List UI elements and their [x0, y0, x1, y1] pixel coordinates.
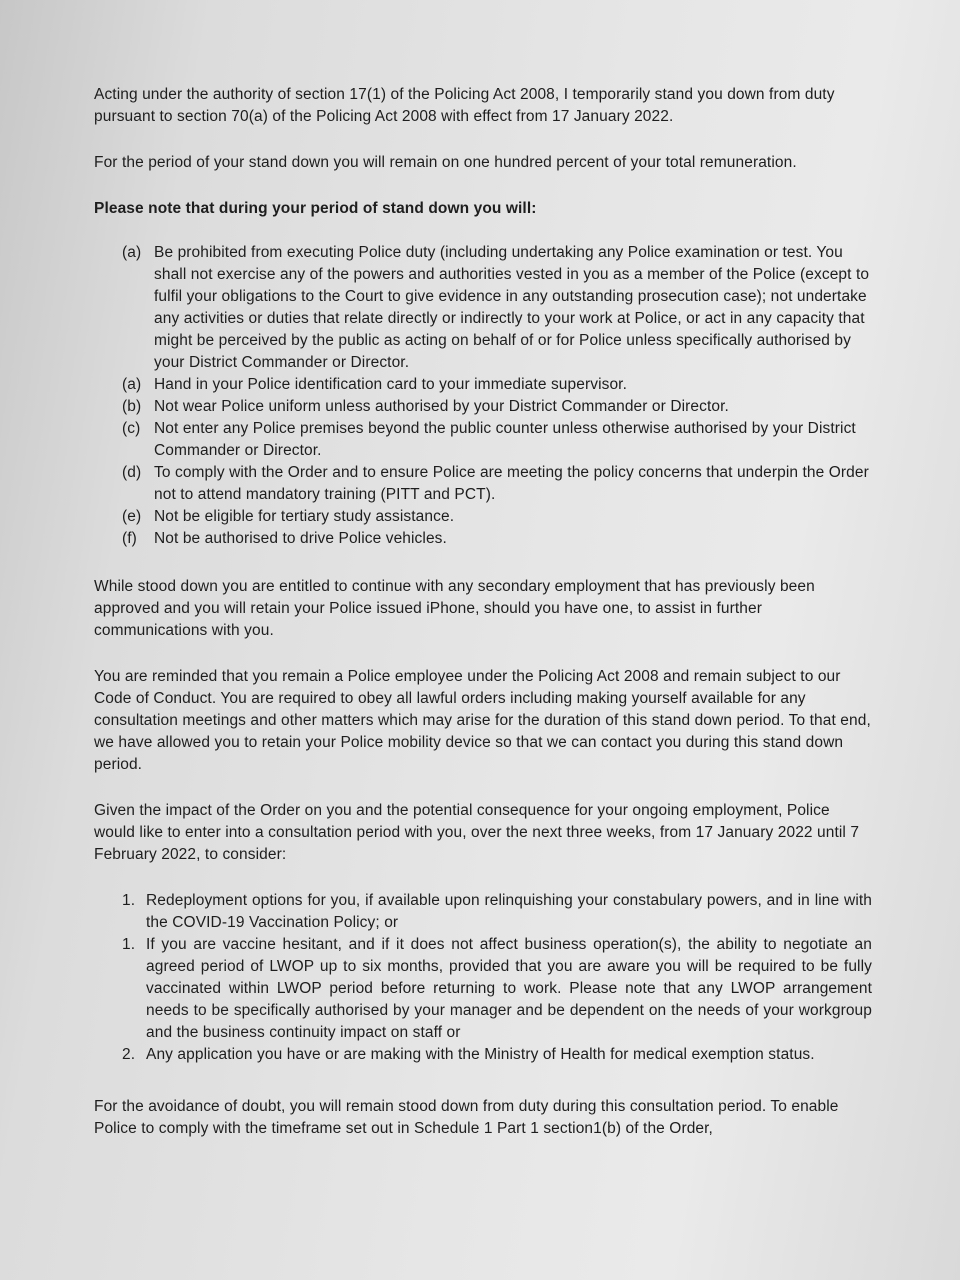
list-item	[122, 1044, 872, 1066]
consultation-options-list	[94, 890, 872, 1066]
paragraph-remuneration: For the period of your stand down you will remain on one hundred percent of your total remuneration.	[94, 154, 797, 171]
list-item	[122, 528, 872, 550]
list-item-text: Be prohibited from executing Police duty (including undertaking any Police examination or test. You shall not exercise any of the powers and authorities vested in you as a member of the Police (except to fulfil your obligations to the Court to give evidence in any outstanding prosecution case); not undertake any activities or duties that relate directly or indirectly to your work at Police, or act in any capacity that might be perceived by the public as acting on behalf of or for Police unless specifically authorised by your District Commander or Director.	[154, 244, 870, 371]
list-marker: (e)	[122, 508, 142, 525]
list-marker: (c)	[122, 420, 141, 437]
list-item	[122, 890, 872, 934]
list-item-text: Not be authorised to drive Police vehicles.	[154, 530, 447, 547]
list-item	[122, 462, 872, 506]
paragraph-avoidance-of-doubt: For the avoidance of doubt, you will remain stood down from duty during this consultation period. To enable Police to comply with the timeframe set out in Schedule 1 Part 1 section1(b) of the Order,	[94, 1098, 839, 1137]
paragraph-stand-down-authority: Acting under the authority of section 17(1) of the Policing Act 2008, I temporarily stand you down from duty pursuant to section 70(a) of the Policing Act 2008 with effect from 17 January 2022.	[94, 86, 835, 125]
list-item	[122, 396, 872, 418]
list-marker: 1.	[122, 892, 136, 909]
list-marker: (b)	[122, 398, 142, 415]
list-marker: 1.	[122, 936, 136, 953]
list-marker: (a)	[122, 244, 142, 261]
list-marker: (d)	[122, 464, 142, 481]
list-item-text: If you are vaccine hesitant, and if it does not affect business operation(s), the ability to negotiate an agreed period of LWOP up to six months, provided that you are aware you will be required to be fully vaccinated within LWOP period before returning to work. Please note that any LWOP arrangement needs to be specifically authorised by your manager and be dependent on the needs of your workgroup and the business continuity impact on staff or	[146, 936, 872, 1041]
list-marker: 2.	[122, 1046, 136, 1063]
list-item-text: Not enter any Police premises beyond the public counter unless otherwise authorised by your District Commander or Director.	[154, 420, 856, 459]
list-item	[122, 934, 872, 1044]
list-item	[122, 374, 872, 396]
paragraph-secondary-employment: While stood down you are entitled to continue with any secondary employment that has previously been approved and you will retain your Police issued iPhone, should you have one, to assist in further communications with you.	[94, 578, 815, 639]
list-item-text: Hand in your Police identification card to your immediate supervisor.	[154, 376, 627, 393]
list-marker: (a)	[122, 376, 142, 393]
list-item-text: Not be eligible for tertiary study assistance.	[154, 508, 455, 525]
paragraph-consultation-period: Given the impact of the Order on you and the potential consequence for your ongoing employment, Police would like to enter into a consultation period with you, over the next three weeks, from 17 January 2022 until 7 February 2022, to consider:	[94, 802, 860, 863]
list-item	[122, 242, 872, 374]
list-item-text: To comply with the Order and to ensure Police are meeting the policy concerns that underpin the Order not to attend mandatory training (PITT and PCT).	[154, 464, 869, 503]
list-marker: (f)	[122, 530, 137, 547]
list-item	[122, 418, 872, 462]
list-item-text: Not wear Police uniform unless authorised by your District Commander or Director.	[154, 398, 729, 415]
stand-down-conditions-list	[94, 242, 872, 550]
list-item	[122, 506, 872, 528]
paragraph-code-of-conduct: You are reminded that you remain a Police employee under the Policing Act 2008 and remain subject to our Code of Conduct. You are required to obey all lawful orders including making yourself available for any consultation meetings and other matters which may arise for the duration of this stand down period. To that end, we have allowed you to retain your Police mobility device so that we can contact you during this stand down period.	[94, 668, 871, 773]
list-item-text: Redeployment options for you, if available upon relinquishing your constabulary powers, and in line with the COVID-19 Vaccination Policy; or	[146, 892, 872, 931]
heading-stand-down-conditions: Please note that during your period of stand down you will:	[94, 200, 537, 217]
list-item-text: Any application you have or are making with the Ministry of Health for medical exemption status.	[146, 1046, 815, 1063]
